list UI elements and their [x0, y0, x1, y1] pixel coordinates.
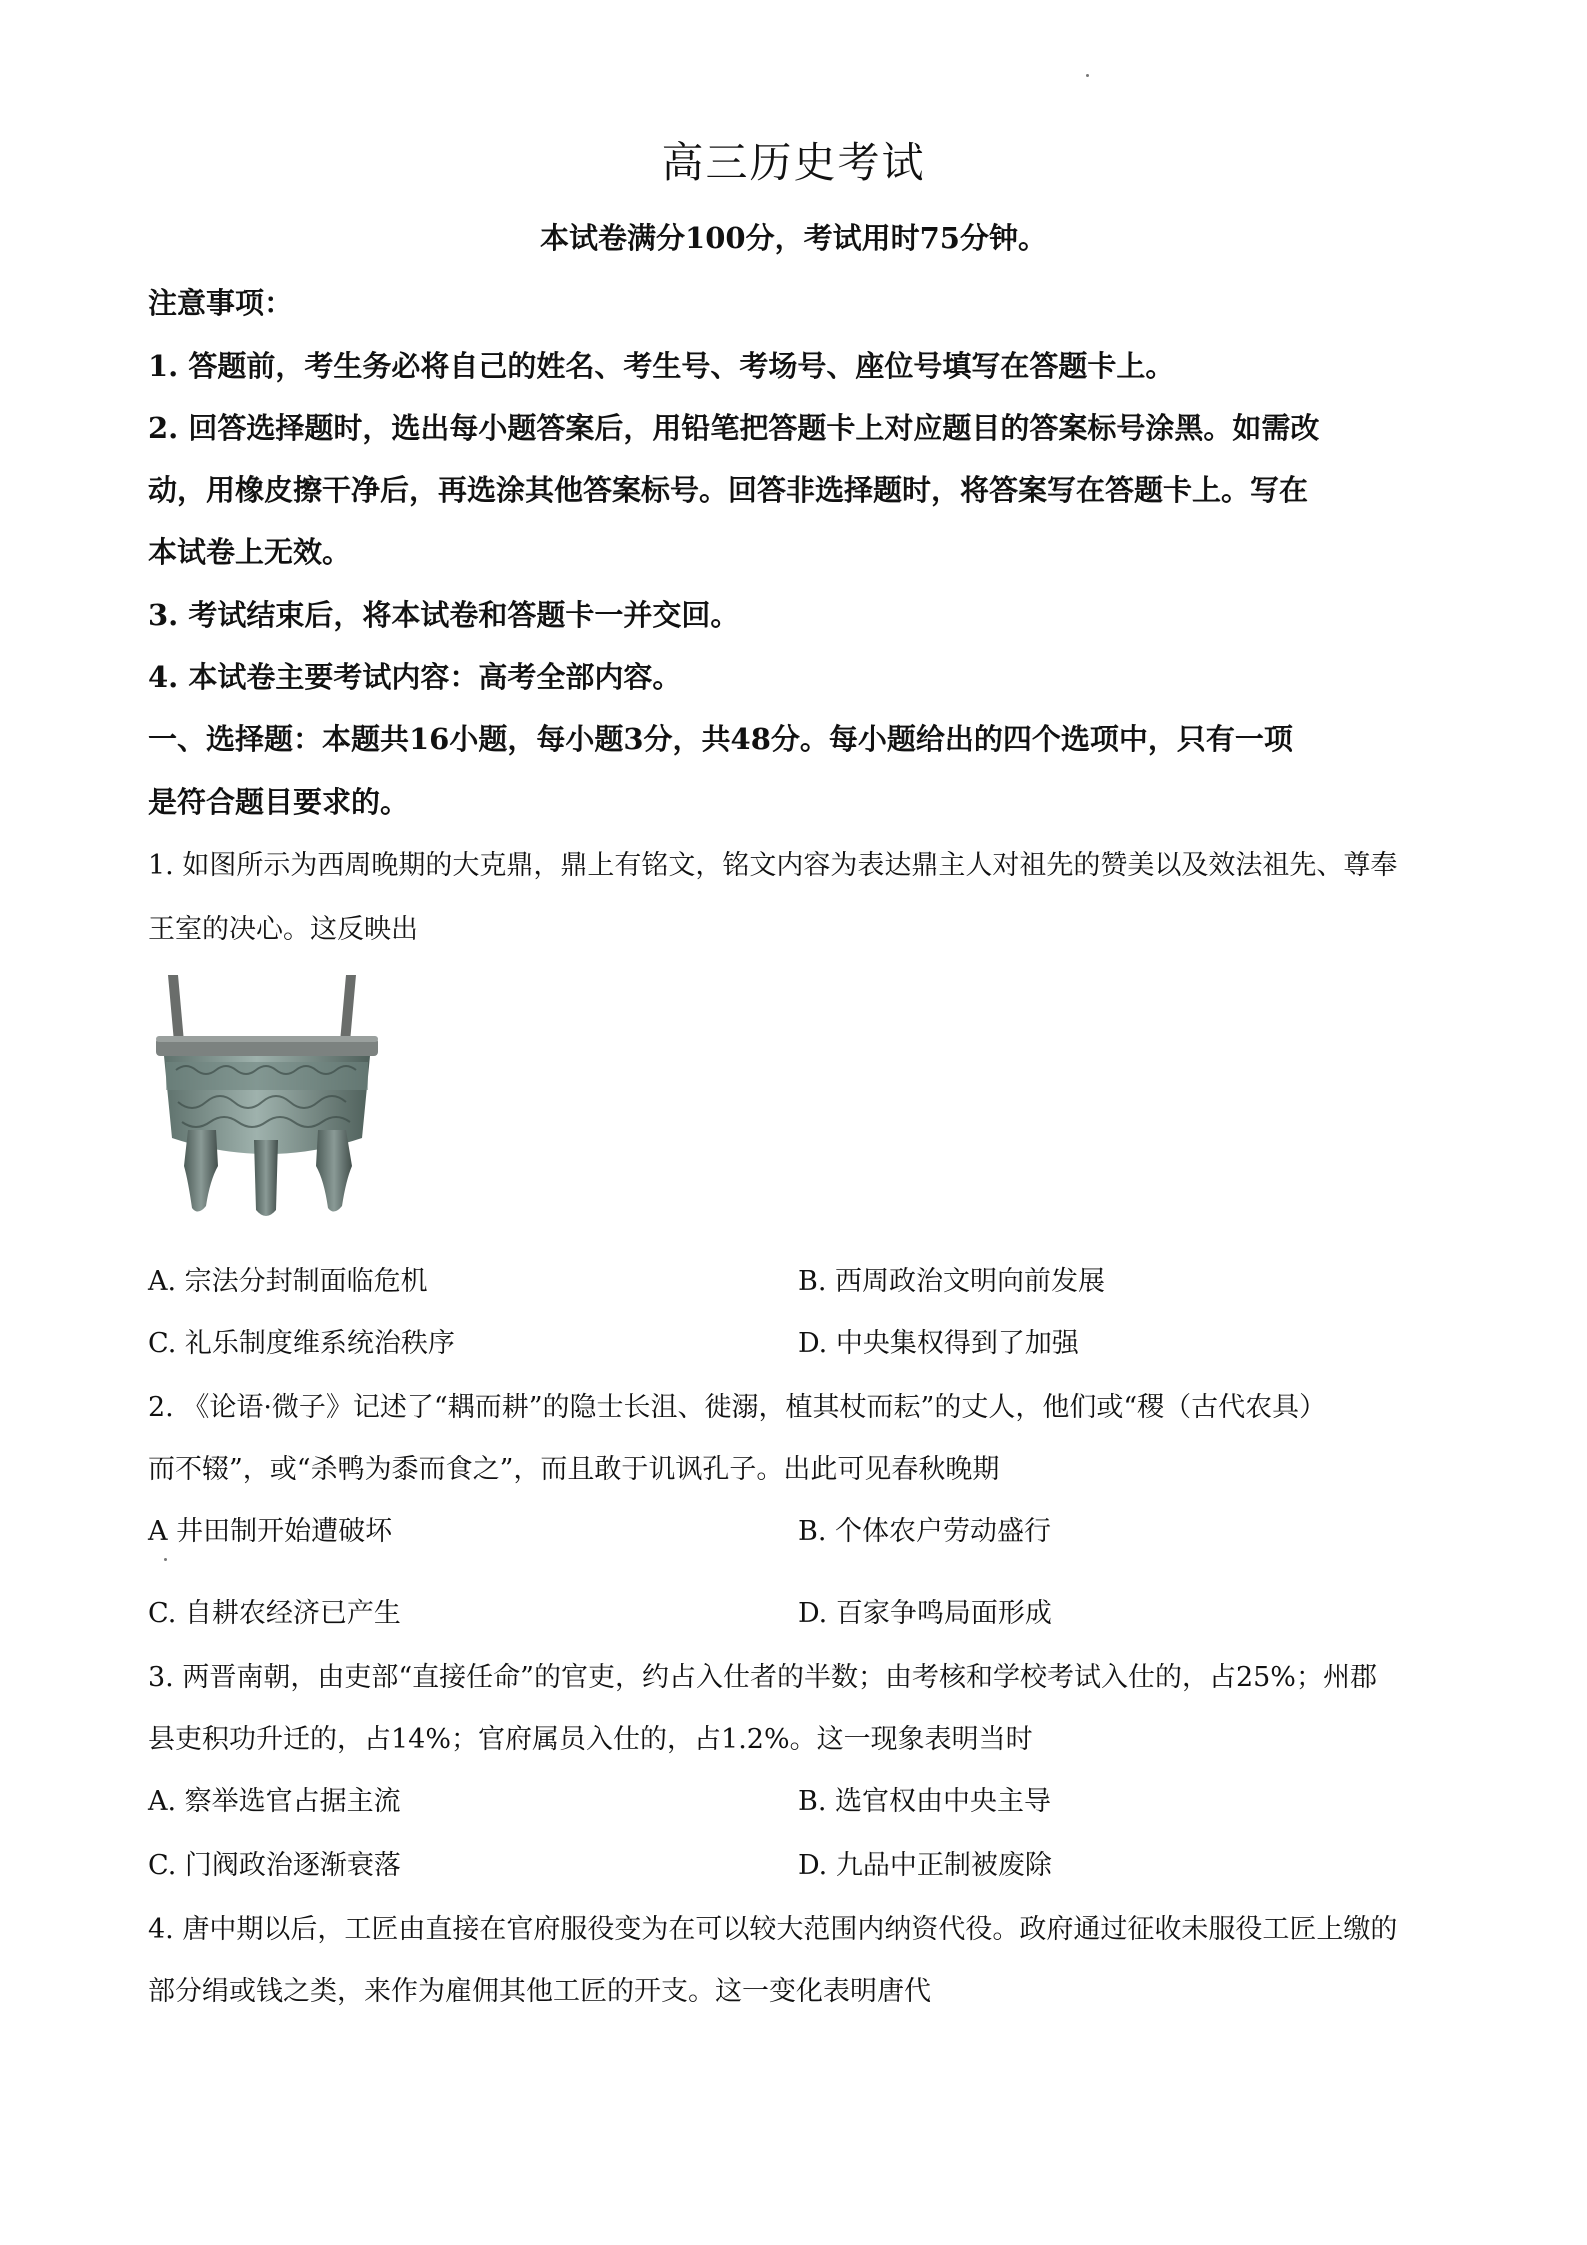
q3-option-b: B. 选官权由中央主导 — [798, 1786, 1052, 1817]
section-heading-line-2: 是符合题目要求的。 — [148, 785, 410, 819]
page-title: 高三历史考试 — [661, 138, 926, 187]
q3-option-a: A. 察举选官占据主流 — [148, 1786, 401, 1817]
q1-option-c: C. 礼乐制度维系统治秩序 — [148, 1328, 455, 1359]
bronze-ding-image — [148, 970, 388, 1240]
q3-stem-line-1: 3. 两晋南朝，由吏部“直接任命”的官吏，约占入仕者的半数；由考核和学校考试入仕的，占25%；州郡 — [148, 1662, 1377, 1693]
note-line-6: 4. 本试卷主要考试内容：高考全部内容。 — [148, 660, 682, 694]
q2-stem-line-2: 而不辍”，或“杀鸭为黍而食之”，而且敢于讥讽孔子。出此可见春秋晚期 — [148, 1454, 1000, 1485]
section-heading-line-1: 一、选择题：本题共16小题，每小题3分，共48分。每小题给出的四个选项中，只有一项 — [148, 722, 1293, 756]
q4-stem-line-1: 4. 唐中期以后，工匠由直接在官府服役变为在可以较大范围内纳资代役。政府通过征收未服役工匠上缴的 — [148, 1914, 1398, 1945]
speck-mark — [164, 1558, 167, 1561]
q2-option-a: A 井田制开始遭破坏 — [148, 1516, 393, 1547]
q1-option-d: D. 中央集权得到了加强 — [798, 1328, 1079, 1359]
exam-subtitle: 本试卷满分100分，考试用时75分钟。 — [540, 221, 1047, 255]
q3-option-d: D. 九品中正制被废除 — [798, 1850, 1052, 1881]
note-line-4: 本试卷上无效。 — [148, 535, 352, 569]
q1-stem-line-1: 1. 如图所示为西周晚期的大克鼎，鼎上有铭文，铭文内容为表达鼎主人对祖先的赞美以及效法祖先、尊奉 — [148, 850, 1398, 881]
note-line-2: 2. 回答选择题时，选出每小题答案后，用铅笔把答题卡上对应题目的答案标号涂黑。如需改 — [148, 411, 1320, 445]
notes-heading: 注意事项： — [148, 286, 294, 320]
note-line-3: 动，用橡皮擦干净后，再选涂其他答案标号。回答非选择题时，将答案写在答题卡上。写在 — [148, 473, 1309, 507]
q1-option-a: A. 宗法分封制面临危机 — [148, 1266, 428, 1297]
q1-option-b: B. 西周政治文明向前发展 — [798, 1266, 1106, 1297]
note-line-1: 1. 答题前，考生务必将自己的姓名、考生号、考场号、座位号填写在答题卡上。 — [148, 349, 1175, 383]
speck-mark — [1086, 74, 1089, 77]
q3-option-c: C. 门阀政治逐渐衰落 — [148, 1850, 401, 1881]
q2-stem-line-1: 2. 《论语·微子》记述了“耦而耕”的隐士长沮、徙溺，植其杖而耘”的丈人，他们或“稷（古代农具） — [148, 1392, 1327, 1423]
q4-stem-line-2: 部分绢或钱之类，来作为雇佣其他工匠的开支。这一变化表明唐代 — [148, 1976, 931, 2007]
q2-option-b: B. 个体农户劳动盛行 — [798, 1516, 1052, 1547]
note-line-5: 3. 考试结束后，将本试卷和答题卡一并交回。 — [148, 598, 740, 632]
q3-stem-line-2: 县吏积功升迁的，占14%；官府属员入仕的，占1.2%。这一现象表明当时 — [148, 1724, 1033, 1755]
q2-option-d: D. 百家争鸣局面形成 — [798, 1598, 1052, 1629]
q1-stem-line-2: 王室的决心。这反映出 — [148, 914, 418, 945]
q2-option-c: C. 自耕农经济已产生 — [148, 1598, 401, 1629]
